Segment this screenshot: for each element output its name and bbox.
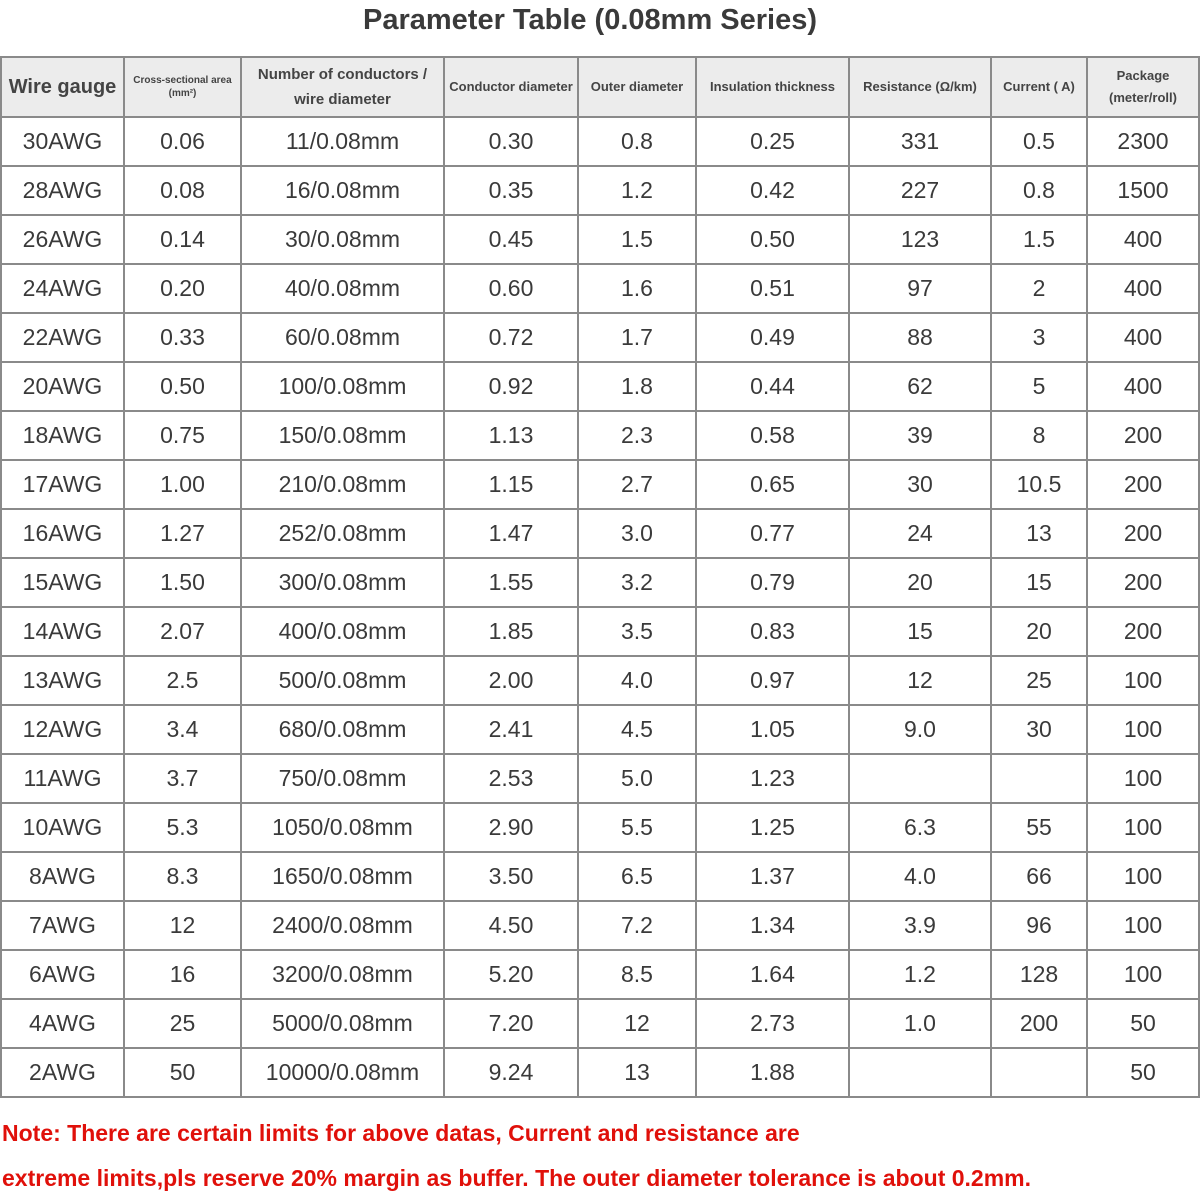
cell-package: 200 <box>1087 558 1199 607</box>
cell-conductors: 60/0.08mm <box>241 313 444 362</box>
cell-conductor-diameter: 3.50 <box>444 852 578 901</box>
cell-resistance: 30 <box>849 460 991 509</box>
cell-insulation: 0.83 <box>696 607 849 656</box>
cell-conductor-diameter: 2.53 <box>444 754 578 803</box>
cell-conductor-diameter: 2.41 <box>444 705 578 754</box>
cell-conductors: 252/0.08mm <box>241 509 444 558</box>
cell-package: 50 <box>1087 999 1199 1048</box>
cell-conductors: 10000/0.08mm <box>241 1048 444 1097</box>
cell-package: 100 <box>1087 901 1199 950</box>
cell-area: 0.06 <box>124 117 241 166</box>
cell-insulation: 0.49 <box>696 313 849 362</box>
cell-wire-gauge: 15AWG <box>1 558 124 607</box>
cell-conductors: 30/0.08mm <box>241 215 444 264</box>
table-row <box>1 166 1199 215</box>
cell-wire-gauge: 8AWG <box>1 852 124 901</box>
table-row <box>1 950 1199 999</box>
cell-outer-diameter: 2.3 <box>578 411 696 460</box>
table-title: Parameter Table (0.08mm Series) <box>362 4 818 36</box>
cell-current: 1.5 <box>991 215 1087 264</box>
cell-current: 13 <box>991 509 1087 558</box>
cell-area: 16 <box>124 950 241 999</box>
cell-insulation: 1.05 <box>696 705 849 754</box>
cell-insulation: 1.23 <box>696 754 849 803</box>
cell-package: 50 <box>1087 1048 1199 1097</box>
cell-area: 0.20 <box>124 264 241 313</box>
cell-insulation: 0.65 <box>696 460 849 509</box>
table-row <box>1 999 1199 1048</box>
cell-conductors: 5000/0.08mm <box>241 999 444 1048</box>
header-current: Current ( A) <box>991 57 1087 117</box>
table-row <box>1 460 1199 509</box>
cell-current: 15 <box>991 558 1087 607</box>
table-row <box>1 901 1199 950</box>
cell-package: 200 <box>1087 460 1199 509</box>
cell-wire-gauge: 12AWG <box>1 705 124 754</box>
cell-wire-gauge: 18AWG <box>1 411 124 460</box>
cell-conductor-diameter: 7.20 <box>444 999 578 1048</box>
cell-resistance <box>849 754 991 803</box>
cell-conductor-diameter: 1.55 <box>444 558 578 607</box>
cell-resistance: 6.3 <box>849 803 991 852</box>
header-conductors: Number of conductors / wire diameter <box>241 57 444 117</box>
note-line-2: extreme limits,pls reserve 20% margin as buffer. The outer diameter tolerance is about 0.2mm. <box>2 1165 1032 1191</box>
cell-outer-diameter: 6.5 <box>578 852 696 901</box>
cell-insulation: 0.25 <box>696 117 849 166</box>
cell-current: 10.5 <box>991 460 1087 509</box>
cell-current: 2 <box>991 264 1087 313</box>
header-outer-diameter: Outer diameter <box>578 57 696 117</box>
cell-resistance: 12 <box>849 656 991 705</box>
cell-area: 1.00 <box>124 460 241 509</box>
cell-package: 400 <box>1087 362 1199 411</box>
cell-resistance: 88 <box>849 313 991 362</box>
cell-resistance: 4.0 <box>849 852 991 901</box>
cell-outer-diameter: 3.2 <box>578 558 696 607</box>
cell-package: 400 <box>1087 313 1199 362</box>
cell-conductor-diameter: 0.30 <box>444 117 578 166</box>
cell-area: 1.50 <box>124 558 241 607</box>
cell-area: 2.07 <box>124 607 241 656</box>
cell-conductor-diameter: 2.00 <box>444 656 578 705</box>
cell-resistance: 15 <box>849 607 991 656</box>
cell-conductor-diameter: 4.50 <box>444 901 578 950</box>
cell-wire-gauge: 6AWG <box>1 950 124 999</box>
cell-resistance: 24 <box>849 509 991 558</box>
cell-current <box>991 1048 1087 1097</box>
cell-wire-gauge: 24AWG <box>1 264 124 313</box>
note-line-1: Note: There are certain limits for above datas, Current and resistance are <box>2 1120 800 1146</box>
cell-area: 3.4 <box>124 705 241 754</box>
cell-area: 0.50 <box>124 362 241 411</box>
cell-conductors: 16/0.08mm <box>241 166 444 215</box>
cell-area: 12 <box>124 901 241 950</box>
cell-insulation: 0.58 <box>696 411 849 460</box>
table-row <box>1 117 1199 166</box>
cell-outer-diameter: 7.2 <box>578 901 696 950</box>
cell-area: 50 <box>124 1048 241 1097</box>
cell-package: 400 <box>1087 215 1199 264</box>
cell-wire-gauge: 13AWG <box>1 656 124 705</box>
cell-outer-diameter: 12 <box>578 999 696 1048</box>
cell-conductor-diameter: 1.15 <box>444 460 578 509</box>
cell-resistance: 123 <box>849 215 991 264</box>
cell-resistance: 227 <box>849 166 991 215</box>
cell-conductors: 1650/0.08mm <box>241 852 444 901</box>
cell-area: 8.3 <box>124 852 241 901</box>
table-row <box>1 803 1199 852</box>
cell-wire-gauge: 11AWG <box>1 754 124 803</box>
cell-package: 100 <box>1087 705 1199 754</box>
cell-insulation: 0.50 <box>696 215 849 264</box>
table-row <box>1 411 1199 460</box>
table-row <box>1 656 1199 705</box>
cell-wire-gauge: 30AWG <box>1 117 124 166</box>
cell-conductor-diameter: 0.45 <box>444 215 578 264</box>
cell-conductors: 210/0.08mm <box>241 460 444 509</box>
cell-insulation: 1.88 <box>696 1048 849 1097</box>
cell-current: 8 <box>991 411 1087 460</box>
cell-outer-diameter: 3.5 <box>578 607 696 656</box>
cell-current: 55 <box>991 803 1087 852</box>
cell-resistance: 20 <box>849 558 991 607</box>
table-row <box>1 509 1199 558</box>
cell-insulation: 0.97 <box>696 656 849 705</box>
cell-resistance: 1.0 <box>849 999 991 1048</box>
cell-resistance: 9.0 <box>849 705 991 754</box>
header-cross-sectional-area: Cross-sectional area (mm²) <box>124 57 241 117</box>
cell-insulation: 0.77 <box>696 509 849 558</box>
cell-area: 25 <box>124 999 241 1048</box>
cell-package: 100 <box>1087 803 1199 852</box>
cell-outer-diameter: 5.5 <box>578 803 696 852</box>
cell-conductor-diameter: 0.60 <box>444 264 578 313</box>
cell-current: 3 <box>991 313 1087 362</box>
table-row <box>1 264 1199 313</box>
cell-current: 128 <box>991 950 1087 999</box>
cell-package: 400 <box>1087 264 1199 313</box>
table-row <box>1 607 1199 656</box>
cell-wire-gauge: 28AWG <box>1 166 124 215</box>
cell-package: 100 <box>1087 656 1199 705</box>
cell-insulation: 0.42 <box>696 166 849 215</box>
cell-conductor-diameter: 0.72 <box>444 313 578 362</box>
cell-current: 96 <box>991 901 1087 950</box>
cell-wire-gauge: 20AWG <box>1 362 124 411</box>
cell-conductor-diameter: 1.47 <box>444 509 578 558</box>
cell-insulation: 2.73 <box>696 999 849 1048</box>
cell-conductors: 2400/0.08mm <box>241 901 444 950</box>
cell-current: 25 <box>991 656 1087 705</box>
header-package: Package (meter/roll) <box>1087 57 1199 117</box>
cell-area: 0.08 <box>124 166 241 215</box>
cell-current: 66 <box>991 852 1087 901</box>
cell-area: 3.7 <box>124 754 241 803</box>
cell-outer-diameter: 8.5 <box>578 950 696 999</box>
cell-conductor-diameter: 1.13 <box>444 411 578 460</box>
cell-conductor-diameter: 0.35 <box>444 166 578 215</box>
cell-conductors: 11/0.08mm <box>241 117 444 166</box>
cell-outer-diameter: 1.8 <box>578 362 696 411</box>
cell-insulation: 1.37 <box>696 852 849 901</box>
header-wire-gauge: Wire gauge <box>1 57 124 117</box>
cell-conductors: 300/0.08mm <box>241 558 444 607</box>
cell-conductors: 400/0.08mm <box>241 607 444 656</box>
header-row <box>1 57 1199 117</box>
cell-conductor-diameter: 2.90 <box>444 803 578 852</box>
cell-area: 0.75 <box>124 411 241 460</box>
cell-insulation: 0.79 <box>696 558 849 607</box>
cell-package: 100 <box>1087 950 1199 999</box>
cell-current: 0.5 <box>991 117 1087 166</box>
table-row <box>1 215 1199 264</box>
cell-package: 100 <box>1087 754 1199 803</box>
cell-wire-gauge: 26AWG <box>1 215 124 264</box>
cell-conductor-diameter: 5.20 <box>444 950 578 999</box>
cell-insulation: 0.44 <box>696 362 849 411</box>
cell-outer-diameter: 2.7 <box>578 460 696 509</box>
cell-insulation: 0.51 <box>696 264 849 313</box>
cell-wire-gauge: 4AWG <box>1 999 124 1048</box>
cell-wire-gauge: 2AWG <box>1 1048 124 1097</box>
cell-resistance: 3.9 <box>849 901 991 950</box>
cell-current <box>991 754 1087 803</box>
table-row <box>1 1048 1199 1097</box>
cell-conductors: 3200/0.08mm <box>241 950 444 999</box>
cell-outer-diameter: 4.0 <box>578 656 696 705</box>
cell-area: 1.27 <box>124 509 241 558</box>
table-row <box>1 313 1199 362</box>
cell-current: 200 <box>991 999 1087 1048</box>
cell-current: 20 <box>991 607 1087 656</box>
cell-outer-diameter: 1.2 <box>578 166 696 215</box>
cell-outer-diameter: 0.8 <box>578 117 696 166</box>
header-conductor-diameter: Conductor diameter <box>444 57 578 117</box>
cell-wire-gauge: 7AWG <box>1 901 124 950</box>
cell-wire-gauge: 14AWG <box>1 607 124 656</box>
cell-outer-diameter: 3.0 <box>578 509 696 558</box>
cell-insulation: 1.25 <box>696 803 849 852</box>
cell-outer-diameter: 4.5 <box>578 705 696 754</box>
cell-resistance: 1.2 <box>849 950 991 999</box>
cell-wire-gauge: 22AWG <box>1 313 124 362</box>
cell-resistance: 331 <box>849 117 991 166</box>
cell-conductors: 750/0.08mm <box>241 754 444 803</box>
cell-outer-diameter: 5.0 <box>578 754 696 803</box>
cell-outer-diameter: 13 <box>578 1048 696 1097</box>
cell-package: 1500 <box>1087 166 1199 215</box>
cell-conductors: 1050/0.08mm <box>241 803 444 852</box>
cell-conductor-diameter: 0.92 <box>444 362 578 411</box>
cell-conductors: 100/0.08mm <box>241 362 444 411</box>
header-resistance: Resistance (Ω/km) <box>849 57 991 117</box>
cell-current: 0.8 <box>991 166 1087 215</box>
cell-area: 2.5 <box>124 656 241 705</box>
cell-conductors: 500/0.08mm <box>241 656 444 705</box>
cell-wire-gauge: 17AWG <box>1 460 124 509</box>
cell-outer-diameter: 1.6 <box>578 264 696 313</box>
cell-outer-diameter: 1.7 <box>578 313 696 362</box>
cell-area: 0.33 <box>124 313 241 362</box>
parameter-table <box>0 56 1200 1098</box>
cell-area: 0.14 <box>124 215 241 264</box>
table-row <box>1 754 1199 803</box>
cell-outer-diameter: 1.5 <box>578 215 696 264</box>
table-row <box>1 362 1199 411</box>
cell-package: 2300 <box>1087 117 1199 166</box>
cell-current: 5 <box>991 362 1087 411</box>
cell-conductor-diameter: 9.24 <box>444 1048 578 1097</box>
cell-insulation: 1.34 <box>696 901 849 950</box>
cell-conductors: 150/0.08mm <box>241 411 444 460</box>
cell-wire-gauge: 10AWG <box>1 803 124 852</box>
cell-package: 200 <box>1087 509 1199 558</box>
cell-area: 5.3 <box>124 803 241 852</box>
cell-conductors: 680/0.08mm <box>241 705 444 754</box>
table-row <box>1 852 1199 901</box>
cell-conductor-diameter: 1.85 <box>444 607 578 656</box>
cell-package: 200 <box>1087 607 1199 656</box>
table-row <box>1 705 1199 754</box>
cell-resistance: 62 <box>849 362 991 411</box>
cell-insulation: 1.64 <box>696 950 849 999</box>
header-insulation-thickness: Insulation thickness <box>696 57 849 117</box>
table-row <box>1 558 1199 607</box>
cell-wire-gauge: 16AWG <box>1 509 124 558</box>
cell-current: 30 <box>991 705 1087 754</box>
cell-conductors: 40/0.08mm <box>241 264 444 313</box>
cell-resistance <box>849 1048 991 1097</box>
cell-resistance: 97 <box>849 264 991 313</box>
cell-package: 200 <box>1087 411 1199 460</box>
cell-package: 100 <box>1087 852 1199 901</box>
cell-resistance: 39 <box>849 411 991 460</box>
